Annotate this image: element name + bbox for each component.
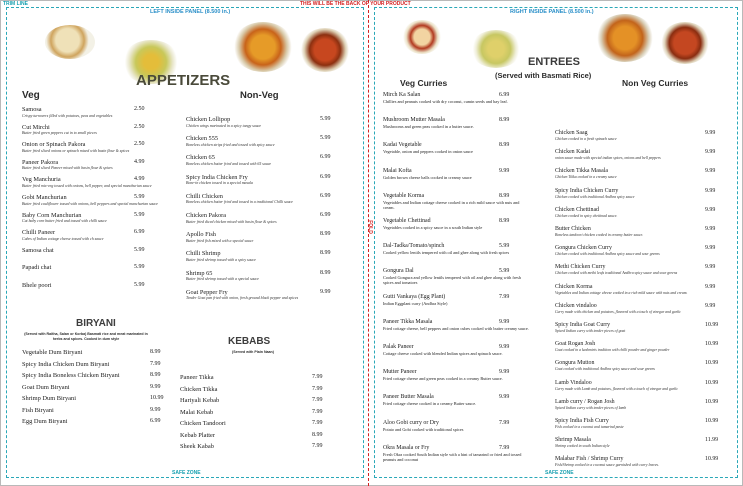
item-name: Mutter Paneer [383,369,417,376]
right-panel-label: RIGHT INSIDE PANEL (8.500 in.) [510,9,594,15]
item-price: 9.99 [705,245,716,252]
menu-item [22,247,170,265]
item-price: 4.99 [134,158,145,165]
item-name: Chicken Pakora [186,212,227,219]
item-description: Spiced Indian curry with tender pieces of lamb [555,405,627,410]
item-price: 11.99 [705,437,719,444]
item-price: 5.99 [320,116,331,122]
item-price: 8.99 [499,142,510,149]
item-description: Cottage cheese cooked with blended Indian spices and spinach sauce. [383,351,503,356]
item-name: Goat Rogan Josh [555,341,596,348]
item-description: Vegetables and Indian cottage cheese cooked in a rich mild sauce with nuts and cream. [383,199,520,210]
menu-item [22,106,170,124]
item-price: 9.99 [705,283,716,290]
menu-item [22,282,170,300]
item-name: Paneer Butter Masala [383,394,434,401]
menu-item-price: 9.99 [150,383,161,390]
menu-item [186,135,346,154]
item-description: Butter fried sliced Paneer mixed with basin flour & spices [22,166,113,171]
menu-item-price: 7.99 [150,360,161,367]
item-price: 9.99 [705,226,716,232]
menu-item-price: 8.99 [312,431,323,438]
menu-item [186,116,346,135]
item-description: Butter fried fish mixed with a special sauce [186,238,254,243]
item-name: Vegetable Chettinad [383,218,431,224]
item-description: Vegetables and Indian cottage cheese cooked in a rich mild sauce with nuts and cream. [555,290,688,295]
kebabs-title: KEBABS [228,336,271,347]
item-price: 7.99 [499,419,510,426]
item-description: Tender Goat pan fried with onion, fresh ground black pepper and spices [186,296,299,301]
menu-item [555,207,723,226]
item-price: 8.99 [499,218,510,224]
safe-zone-label-left: SAFE ZONE [172,470,201,476]
menu-item [186,212,346,231]
item-name: Bhele poori [22,282,52,289]
item-price: 5.99 [134,211,145,218]
item-price: 5.99 [134,282,145,288]
menu-item [555,188,723,207]
item-name: Shrimp 65 [186,269,213,277]
item-description: Goat cooked in a kashmiris tradition with chilli powder and ginger powder [555,348,670,353]
menu-item [555,245,723,264]
item-price: 6.99 [134,229,145,236]
item-price: 6.99 [320,192,331,199]
left-panel-label: LEFT INSIDE PANEL (8.500 in.) [150,9,231,15]
item-price: 9.99 [499,344,510,350]
appetizers-title: APPETIZERS [136,72,231,89]
item-name: Samosa chat [22,246,54,254]
item-name: Chicken vindaloo [555,302,597,309]
menu-item [186,289,346,308]
item-price: 4.99 [134,176,145,183]
item-name: Lamb Vindaloo [555,379,592,386]
item-description: Fish/Shrimp cooked in a coconut sauce garnished with curry leaves. [555,463,659,468]
menu-item-price: 9.99 [150,406,161,413]
menu-item [383,445,531,470]
item-description: Boneless chicken butter fried and tossed with 65 sauce [186,161,272,166]
item-name: Chicken 555 [186,135,219,143]
menu-item [555,264,723,283]
item-name: Butter Chicken [555,226,591,232]
menu-item [555,303,723,322]
item-description: Chicken cooked in a fresh spinach sauce [555,137,617,141]
item-price: 10.99 [705,398,719,405]
trim-line-label: TRIM LINE [3,1,28,7]
item-price: 10.99 [705,341,719,348]
menu-item [22,141,170,159]
item-name: Chicken 65 [186,154,215,162]
item-description: Fried cottage cheese and green peas cooked in a creamy Butter sauce. [383,376,503,382]
item-name: Malabar Fish / Shrimp Curry [555,456,624,463]
item-description: Spiced Indian curry with tender pieces of goat [555,329,626,333]
item-price: 9.99 [499,318,510,325]
item-price: 5.99 [134,246,145,253]
back-notice: THIS WILL BE THE BACK OF YOUR PRODUCT [300,1,411,7]
food-photo-curry [232,22,294,72]
menu-item-name: Egg Dum Biryani [22,418,68,425]
entrees-title: ENTREES [528,56,580,68]
item-description: onion sauce made with special indian spices, onions and bell peppers [555,156,661,161]
item-name: Paneer Tikka Masala [383,318,433,325]
menu-item [555,226,723,245]
item-name: Chilli Chicken [186,192,223,200]
item-description: Chicken cooked with traditional Andhra spicy sauce and sour greens [555,252,660,257]
item-name: Spicy India Chicken Curry [555,187,619,194]
item-price: 10.99 [705,360,719,367]
item-name: Veg Manchuria [22,176,61,184]
item-description: Fried cottage cheese cooked in a creamy Butter sauce. [383,401,477,407]
item-price: 9.99 [705,264,716,271]
food-photo-bread [45,25,95,59]
item-price: 9.99 [705,130,716,136]
item-name: Spicy India Fish Curry [555,418,609,424]
menu-item [186,270,346,289]
item-price: 6.99 [320,212,331,218]
item-price: 10.99 [705,456,719,463]
menu-item-price: 8.99 [150,372,161,378]
menu-item [383,294,531,319]
menu-item [383,218,531,243]
item-name: Kadai Vegetable [383,142,422,149]
menu-item-price: 7.99 [312,374,323,380]
menu-item [22,264,170,282]
menu-item-price: 7.99 [312,408,323,415]
menu-item [22,194,170,212]
item-name: Gongura Dal [383,268,414,275]
item-price: 7.99 [499,444,510,451]
menu-item-name: Spicy India Chicken Dum Biryani [22,360,110,368]
item-price: 9.99 [499,167,510,174]
nonveg-heading: Non-Veg [240,90,279,101]
menu-item [383,117,531,142]
item-description: Chillies and peanuts cooked with dry coconut, cumin seeds and bay leaf. [383,99,508,104]
menu-item-name: Vegetable Dum Biryani [22,349,83,356]
item-name: Mirch Ka Salan [383,92,421,98]
item-price: 2.50 [134,141,145,148]
menu-item-name: Malai Kebab [180,408,214,416]
veg-heading: Veg [22,90,40,101]
item-price: 9.99 [705,302,716,309]
menu-item [186,193,346,212]
item-price: 5.99 [134,264,145,271]
menu-item [383,142,531,167]
item-description: Chicken cooked with methi leafs traditional Andhra spicy sauce and sour greens [555,271,678,276]
item-name: Chicken Lollipop [186,116,231,123]
menu-item [555,360,723,379]
menu-item [555,149,723,168]
menu-item [22,212,170,230]
menu-item-name: Chicken Tandoori [180,420,226,427]
item-price: 6.99 [320,173,331,180]
food-photo-tandoori [660,22,710,64]
item-name: Chicken Chettinad [555,206,600,213]
item-price: 10.99 [705,379,719,386]
item-price: 8.99 [320,231,331,238]
food-photo-meat [300,28,350,72]
menu-item [383,243,531,268]
item-name: Malai Kofta [383,167,412,174]
menu-item [555,418,723,437]
item-description: Chicken cooked with traditional Andhra spicy sauce [555,194,635,199]
item-price: 2.50 [134,106,145,112]
item-name: Baby Corn Manchurian [22,211,82,219]
item-name: Gongura Mutton [555,360,595,367]
menu-item-name: Shrimp Dum Biryani [22,395,76,402]
item-price: 5.99 [499,243,510,250]
menu-item [383,394,531,419]
menu-item [383,268,531,293]
menu-item-price: 7.99 [312,385,323,392]
menu-item [22,124,170,142]
item-price: 8.99 [320,269,331,276]
item-price: 9.99 [705,187,716,194]
item-description: Boneless tandoori chicken cooked in creamy butter sauce. [555,233,644,237]
menu-item-name: Hariyali Kebab [180,397,220,404]
menu-item [22,176,170,194]
menu-item [383,369,531,394]
menu-item [555,399,723,418]
menu-item [555,168,723,187]
menu-item [555,284,723,303]
item-price: 5.99 [320,135,331,142]
item-description: Golden brown cheese balls cooked in creamy sauce [383,174,472,180]
menu-item [22,229,170,247]
item-price: 9.99 [705,168,716,175]
item-price: 7.99 [499,293,510,300]
item-price: 8.99 [320,250,331,257]
item-name: Goat Pepper Fry [186,288,228,296]
item-description: Cut baby corn butter fried and tossed with chilli sauce [22,219,107,224]
item-name: Paneer Pakora [22,158,59,166]
menu-item-price: 7.99 [312,397,323,403]
menu-item [383,193,531,218]
item-price: 6.99 [320,154,331,161]
item-name: Okra Masala or Fry [383,444,430,451]
item-name: Vegetable Korma [383,192,425,199]
menu-item [186,231,346,250]
item-name: Chicken Saag [555,130,588,136]
item-name: Gongura Chicken Curry [555,245,612,252]
item-name: Chicken Tikka Masala [555,168,609,175]
item-description: Fish cooked in a coconut and tamarind paste [555,425,624,429]
menu-item-name: Goat Dum Biryani [22,383,70,391]
menu-item-name: Fish Biryani [22,406,54,414]
menu-item [555,130,723,149]
item-description: Butter fried cauliflower tossed with onions, bell peppers and special manchurian sauce [22,201,158,206]
item-name: Spicy India Chicken Fry [186,173,248,181]
menu-item-price: 7.99 [312,420,323,426]
item-description: Indian Eggplant curry (Andhra Style) [383,300,448,306]
item-description: Crispy turnovers filled with potatoes, peas and vegetables [22,113,113,118]
menu-item-name: Chicken Tikka [180,385,218,393]
item-name: Mushroom Mutter Masala [383,117,445,124]
menu-item-price: 6.99 [150,418,161,424]
item-price: 9.99 [705,149,716,156]
entrees-subtitle: (Served with Basmati Rice) [495,71,592,80]
menu-item [555,437,723,456]
item-name: Dal-Tadka/Tomato/spinch [383,243,445,250]
menu-item [555,380,723,399]
menu-item [383,420,531,445]
item-name: Papadi chat [22,264,52,272]
item-name: Shrimp Masala [555,437,591,444]
item-name: Spicy India Goat Curry [555,322,611,328]
item-description: Chicken cooked in spicy chettinad sauce. [555,213,618,218]
menu-item-price: 8.99 [150,349,161,355]
biryani-note: (Served with Raitha, Salan or Korba) Basmati rice and meat marinated in herbs and spices. Cooked in dum style [24,332,148,341]
item-description: Chicken wings marinated in a spicy tangy sauce [186,123,262,128]
item-description: Curry made with Lamb and potatoes, flavored with a touch of vinegar and garlic [555,386,679,391]
item-name: Palak Paneer [383,344,414,350]
item-description: Mushrooms and green peas cooked in a butter sauce. [383,124,474,130]
menu-item [555,456,723,475]
item-description: Boneless chicken butter fried and tossed in a traditional Chilli sauce [186,200,293,205]
item-description: Shrimp cooked in south Indian style [555,444,610,449]
food-photo-rice [402,20,442,54]
veg-curries-heading: Veg Curries [400,78,448,88]
item-description: Boneless chicken strips fried and tossed with spicy sauce [186,142,275,147]
item-description: Cubes of Indian cottage cheese tossed with ch sauce [22,236,104,241]
item-name: Apollo Fish [186,231,216,239]
item-description: Butter fried shrimp tossed with a special sauce [186,277,259,282]
item-description: Chicken Tikka cooked in a creamy sauce [555,175,617,180]
item-price: 9.99 [499,369,510,376]
item-price: 8.99 [499,192,510,199]
safe-zone-label-right: SAFE ZONE [545,470,574,476]
item-name: Lamb curry / Rogan Josh [555,398,615,405]
kebabs-note: (Served with Plain Naan) [232,350,274,354]
item-description: Butter fried sliced onions or spinach mixed with basin flour & spices [22,148,130,153]
item-price: 9.99 [499,394,510,401]
menu-item [383,319,531,344]
item-description: Butter fried diced chicken mixed with basin flour & spices [186,219,277,224]
item-name: Chicken Kadai [555,149,591,156]
item-description: Potato and Gobi cooked with traditional spices [383,426,464,432]
item-name: Chilli Paneer [22,229,56,237]
menu-item [383,168,531,193]
item-description: Fresh Okra cooked South Indian style with a hint of tamarind or fried and tossed peanuts and coconut [383,451,522,462]
item-price: 5.99 [134,194,145,200]
item-price: 6.99 [499,92,510,98]
item-description: Butter fried shrimp tossed with a spicy sauce [186,257,256,262]
item-description: Butter fried mix-veg tossed with onions, bell pepper, and special manchurian sauce [22,183,152,188]
food-photo-sauce [470,30,522,68]
item-name: Gutti Vankaya (Egg Plant) [383,293,446,300]
item-name: Gobi Manchurian [22,194,67,201]
item-name: Onion or Spinach Pakora [22,141,86,149]
menu-item [555,341,723,360]
menu-item [186,154,346,173]
item-name: Cut Mirchi [22,123,50,131]
item-name: Chilli Shrimp [186,250,221,258]
menu-item [22,159,170,177]
menu-item [383,92,531,117]
menu-item-name: Spicy India Boneless Chicken Biryani [22,372,120,379]
item-description: Vegetables cooked in a spicy sauce in a south Indian style [383,225,483,230]
item-price: 9.99 [320,288,331,295]
item-description: Cooked yellow lentils tempered with oil and ghee along with fresh spices [383,250,510,256]
menu-item [186,250,346,269]
fold-label: FOLD [366,220,373,234]
menu-item-name: Sheek Kabab [180,443,214,450]
item-price: 2.50 [134,123,145,130]
menu-item [555,322,723,341]
item-description: Bone-in chicken tossed in a special masala [186,181,253,186]
menu-item-price: 10.99 [150,395,164,401]
item-description: Curry made with chicken and potatoes, flavored with a touch of vinegar and garlic [555,309,681,314]
item-price: 5.99 [499,268,510,275]
menu-item-price: 7.99 [312,443,323,449]
fold-line [368,0,369,486]
menu-item [383,344,531,369]
item-name: Methi Chicken Curry [555,264,606,271]
item-price: 10.99 [705,418,719,424]
menu-item-name: Paneer Tikka [180,374,214,381]
item-price: 8.99 [499,117,510,124]
menu-item [186,174,346,193]
item-description: Vegetable, onion and peppers cooked in onion sauce [383,149,473,155]
item-description: Butter fried green peppers cut in to small pieces [22,131,97,136]
item-name: Samosa [22,106,42,113]
item-description: Goat cooked with traditional Andhra spicy sauce and sour greens [555,367,655,372]
nonveg-curries-heading: Non Veg Curries [622,78,689,88]
food-photo-curry-bowl [595,14,655,62]
item-description: Fried cottage cheese, bell peppers and onion cubes cooked with butter creamy sauce. [383,325,529,331]
item-name: Aloo Gobi curry or Dry [383,419,439,426]
biryani-title: BIRYANI [76,318,116,329]
item-price: 9.99 [705,206,716,213]
item-price: 10.99 [705,322,719,328]
item-name: Chicken Korma [555,283,593,290]
item-description: Cooked Gongura and yellow lentils tempered with oil and ghee along with fresh spices and tomatoes [383,275,521,286]
menu-item-name: Kebab Platter [180,431,215,439]
